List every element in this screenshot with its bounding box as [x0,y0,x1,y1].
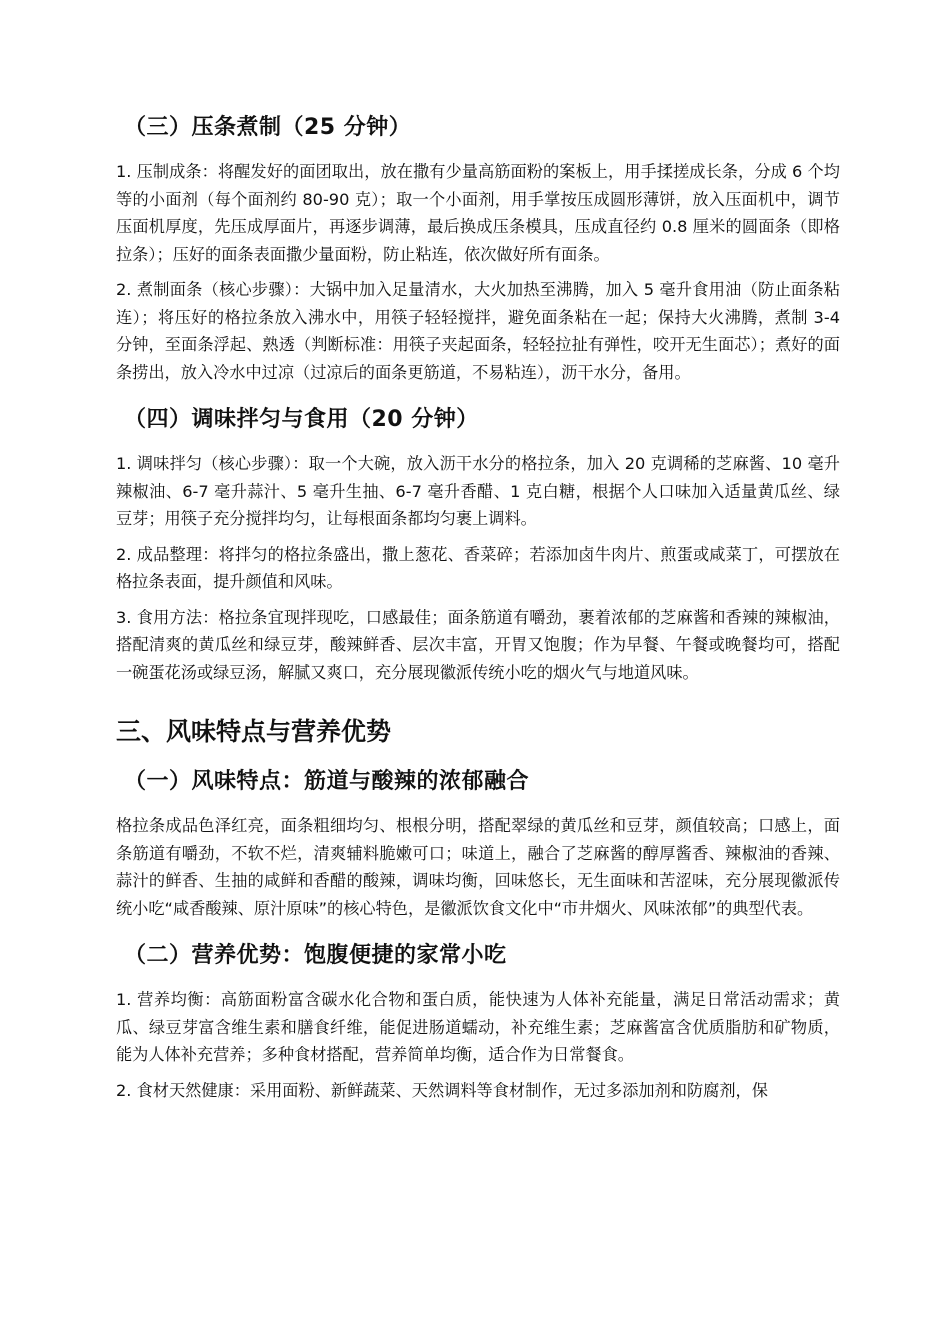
section-season-serve [116,404,840,686]
section-press-cook [116,112,840,386]
section-heading: （三）压条煮制（25 分钟） [124,115,412,140]
section-heading: （一）风味特点：筋道与酸辣的浓郁融合 [124,769,530,794]
section-nutrition [116,940,840,1104]
paragraph: 2. 成品整理：将拌匀的格拉条盛出，撒上葱花、香菜碎；若添加卤牛肉片、煎蛋或咸菜丁，可摆放在格拉条表面，提升颜值和风味。 [116,544,840,591]
paragraph: 1. 营养均衡：高筋面粉富含碳水化合物和蛋白质，能快速为人体补充能量，满足日常活动需求；黄瓜、绿豆芽富含维生素和膳食纤维，能促进肠道蠕动，补充维生素；芝麻酱富含优质脂肪和矿物质，能为人体补充营养；多种食材搭配，营养简单均衡，适合作为日常餐食。 [116,990,840,1064]
paragraph: 1. 调味拌匀（核心步骤）：取一个大碗，放入沥干水分的格拉条，加入 20 克调稀的芝麻酱、10 毫升辣椒油、6-7 毫升蒜汁、5 毫升生抽、6-7 毫升香醋、1 克白糖，根据个人口味加入适量黄瓜丝、绿豆芽；用筷子充分搅拌均匀，让每根面条都均匀裹上调料。 [116,454,840,528]
section-heading: （二）营养优势：饱腹便捷的家常小吃 [124,943,507,968]
paragraph: 2. 煮制面条（核心步骤）：大锅中加入足量清水，大火加热至沸腾，加入 5 毫升食用油（防止面条粘连）；将压好的格拉条放入沸水中，用筷子轻轻搅拌，避免面条粘在一起；保持大火沸腾，煮制 3-4 分钟，至面条浮起、熟透（判断标准：用筷子夹起面条，轻轻拉扯有弹性，咬开无生面芯）；煮好的面条捞出，放入冷水中过凉（过凉后的面条更筋道，不易粘连），沥干水分，备用。 [116,280,840,382]
chapter-heading: 三、风味特点与营养优势 [116,717,392,746]
paragraph: 1. 压制成条：将醒发好的面团取出，放在撒有少量高筋面粉的案板上，用手揉搓成长条，分成 6 个均等的小面剂（每个面剂约 80-90 克）；取一个小面剂，用手掌按压成圆形薄饼，放入压面机中，调节压面机厚度，先压成厚面片，再逐步调薄，最后换成压条模具，压成直径约 0.8 厘米的圆面条（即格拉条）；压好的面条表面撒少量面粉，防止粘连，依次做好所有面条。 [116,162,840,264]
paragraph: 3. 食用方法：格拉条宜现拌现吃，口感最佳；面条筋道有嚼劲，裹着浓郁的芝麻酱和香辣的辣椒油，搭配清爽的黄瓜丝和绿豆芽，酸辣鲜香、层次丰富，开胃又饱腹；作为早餐、午餐或晚餐均可，搭配一碗蛋花汤或绿豆汤，解腻又爽口，充分展现徽派传统小吃的烟火气与地道风味。 [116,607,840,682]
paragraph: 格拉条成品色泽红亮，面条粗细均匀、根根分明，搭配翠绿的黄瓜丝和豆芽，颜值较高；口感上，面条筋道有嚼劲，不软不烂，清爽辅料脆嫩可口；味道上，融合了芝麻酱的醇厚酱香、辣椒油的香辣、蒜汁的鲜香、生抽的咸鲜和香醋的酸辣，调味均衡，回味悠长，无生面味和苦涩味，充分展现徽派传统小吃“咸香酸辣、原汁原味”的核心特色，是徽派饮食文化中“市井烟火、风味浓郁”的典型代表。 [116,816,840,918]
section-flavor [116,766,840,922]
section-heading: （四）调味拌匀与食用（20 分钟） [124,407,479,432]
paragraph: 2. 食材天然健康：采用面粉、新鲜蔬菜、天然调料等食材制作，无过多添加剂和防腐剂，保 [116,1080,768,1100]
